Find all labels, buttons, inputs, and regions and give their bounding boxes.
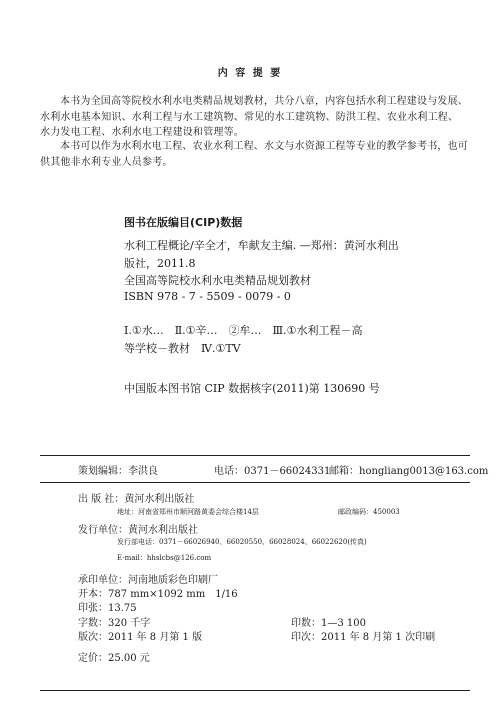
- sheets: 印张：13.75: [78, 603, 137, 614]
- price: 定价：25.00 元: [78, 653, 150, 664]
- summary-paragraph: 本书可以作为水利水电工程、农业水利工程、水文与水资源工程等专业的教学参考书，也可供其他非水利专业人员参考。: [40, 141, 468, 168]
- editor-phone: 电话：0371－66024331: [214, 466, 331, 477]
- cip-line: 版社，2011.8: [124, 257, 196, 270]
- word-count: 字数：320 千字: [78, 618, 151, 629]
- cip-number: 中国版本图书馆 CIP 数据核字(2011)第 130690 号: [124, 382, 380, 395]
- divider: [40, 690, 470, 691]
- classification-line: Ⅰ.①水… Ⅱ.①辛… ②牟… Ⅲ.①水利工程－高: [124, 324, 363, 337]
- distribution-email: E-mail：hhslcbs@126.com: [117, 554, 212, 562]
- format: 开本：787 mm×1092 mm 1/16: [78, 589, 238, 600]
- postal-code: 邮政编码：450003: [338, 508, 400, 516]
- printer: 承印单位：河南地质彩色印刷厂: [78, 575, 218, 586]
- distributor: 发行单位：黄河水利出版社: [78, 525, 198, 536]
- print-count: 印数：1—3 100: [291, 618, 366, 629]
- divider: [40, 482, 470, 483]
- cip-heading: 图书在版编目(CIP)数据: [124, 216, 243, 229]
- classification-line: 等学校－教材 Ⅳ.①TV: [124, 342, 241, 355]
- divider: [40, 455, 470, 456]
- summary-title: 内 容 提 要: [217, 68, 283, 79]
- print-time: 印次：2011 年 8 月第 1 次印刷: [291, 632, 436, 643]
- distribution-phone: 发行部电话：0371－66026940、66020550、66028024、66022620(传真): [117, 538, 367, 546]
- cip-line: 全国高等院校水利水电类精品规划教材: [124, 274, 311, 287]
- editor: 策划编辑：李洪良: [78, 466, 158, 477]
- publisher-address: 地址：河南省郑州市顺河路黄委会综合楼14层: [117, 508, 259, 516]
- cip-line: 水利工程概论/辛全才，牟献友主编. —郑州：黄河水利出: [124, 239, 399, 252]
- summary-paragraph: 本书为全国高等院校水利水电类精品规划教材，共分八章，内容包括水利工程建设与发展、水利水电基本知识、水利工程与水工建筑物、常见的水工建筑物、防洪工程、农业水利工程、水力发电工程、水利水电工程建设和管理等。: [40, 96, 468, 138]
- editor-email: 邮箱：hongliang0013@163.com: [329, 466, 489, 477]
- edition: 版次：2011 年 8 月第 1 版: [78, 632, 203, 643]
- publisher: 出 版 社：黄河水利出版社: [78, 494, 195, 505]
- isbn: ISBN 978 - 7 - 5509 - 0079 - 0: [124, 290, 291, 303]
